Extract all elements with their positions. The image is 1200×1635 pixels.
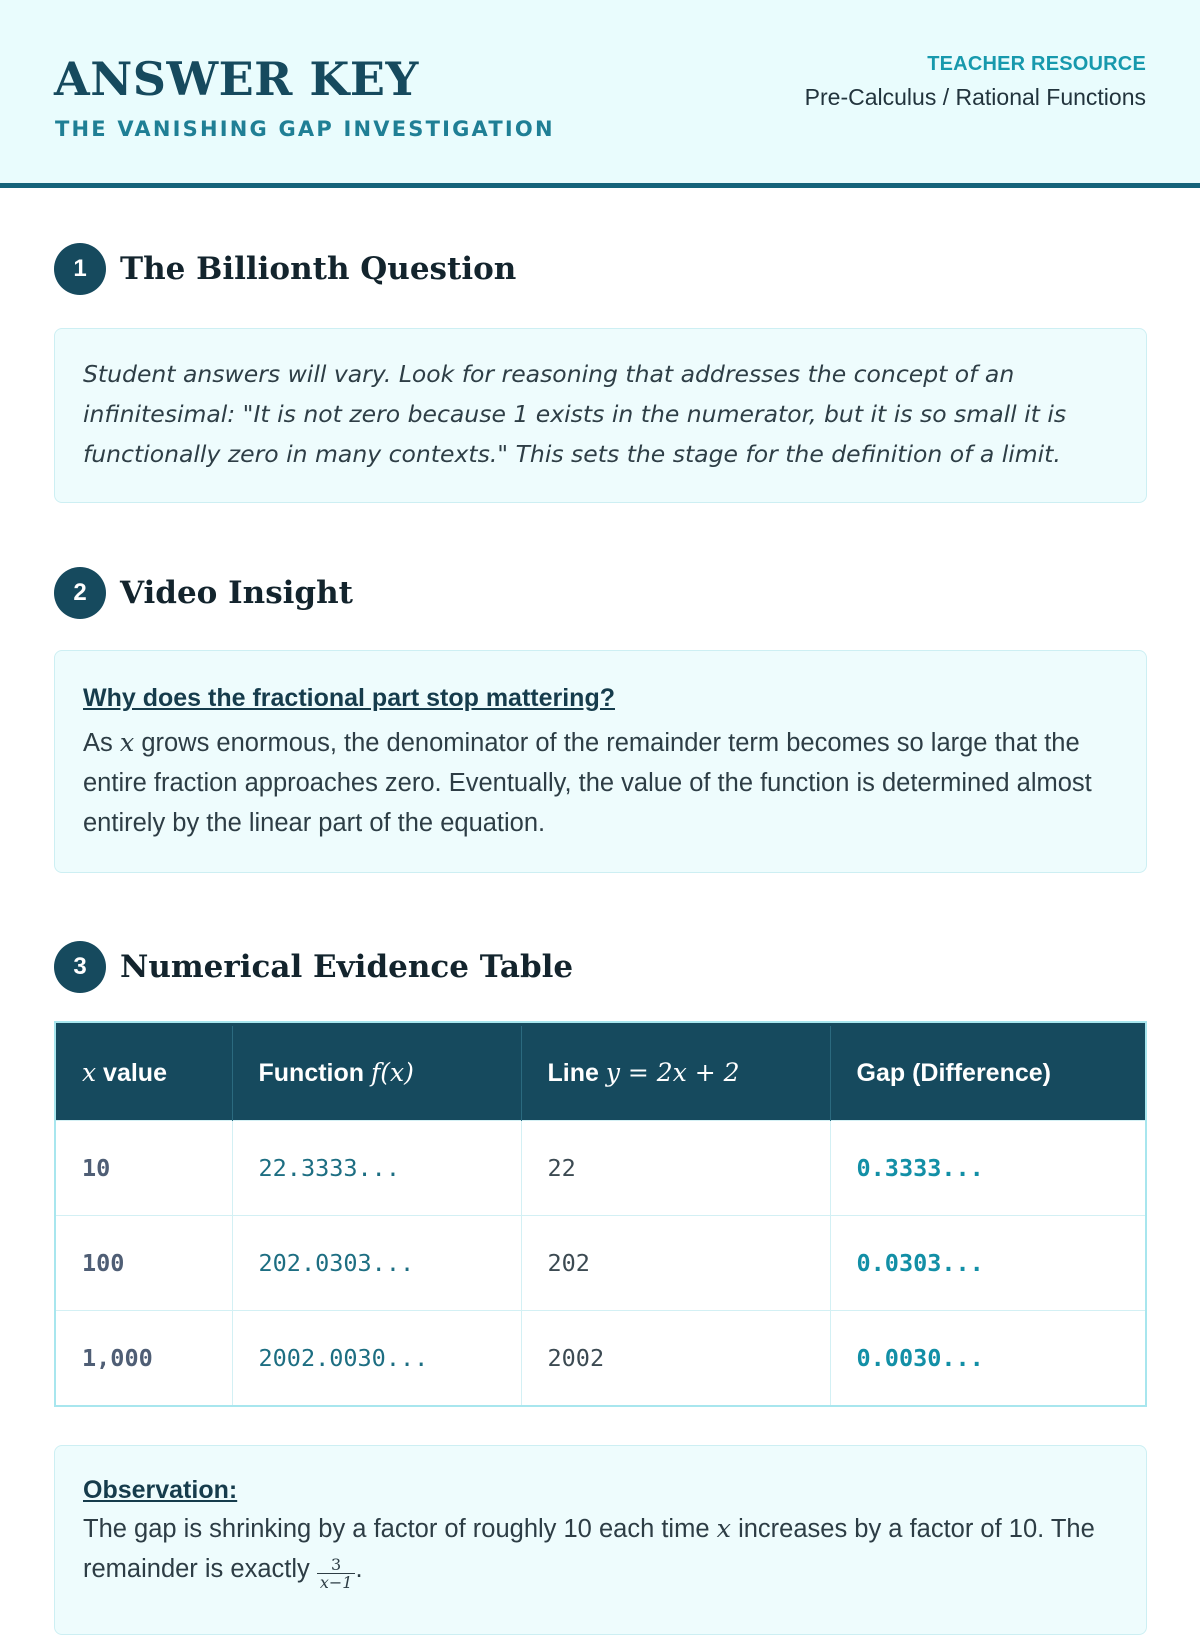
observation-heading: Observation: <box>83 1476 238 1504</box>
cell-gap: 0.3333... <box>830 1121 1145 1216</box>
cell-gap: 0.0030... <box>830 1311 1145 1406</box>
answer-card <box>54 328 1147 503</box>
table-row <box>56 1216 1145 1311</box>
section-1-header <box>54 243 516 295</box>
column-header-line: Line y = 2x + 2 <box>521 1025 830 1121</box>
section-title: Numerical Evidence Table <box>120 949 574 985</box>
insight-card <box>54 650 1147 873</box>
column-header-x: x value <box>56 1025 232 1121</box>
table-row <box>56 1311 1145 1406</box>
insight-question: Why does the fractional part stop mattering? <box>83 684 615 712</box>
remainder-fraction: $\frac{3}{x-1}$ <box>317 1556 356 1591</box>
cell-function: 2002.0030... <box>232 1311 521 1406</box>
observation-text: The gap is shrinking by a factor of roughly 10 each time x increases by a factor of 10. The remainder is exactly $\frac{3}{x-1}$ . <box>83 1514 1095 1592</box>
section-number-badge: 2 <box>54 567 106 619</box>
resource-tag: TEACHER RESOURCE <box>927 53 1146 75</box>
table-header-row <box>56 1025 1145 1121</box>
cell-x: 1,000 <box>56 1311 232 1406</box>
cell-x: 10 <box>56 1121 232 1216</box>
section-3-header <box>54 941 573 993</box>
page-header <box>0 0 1200 188</box>
cell-line: 202 <box>521 1216 830 1311</box>
cell-line: 22 <box>521 1121 830 1216</box>
course-label: Pre-Calculus / Rational Functions <box>804 84 1146 110</box>
cell-x: 100 <box>56 1216 232 1311</box>
page-title: ANSWER KEY <box>54 52 419 106</box>
section-number-badge: 1 <box>54 243 106 295</box>
cell-function: 202.0303... <box>232 1216 521 1311</box>
cell-line: 2002 <box>521 1311 830 1406</box>
answer-text: Student answers will vary. Look for reasoning that addresses the concept of an infinitesimal: "It is not zero because 1 exists in the numerator, but it is so small it is functionally zero in many contexts." This sets the stage for the definition of a limit. <box>83 360 1067 468</box>
cell-gap: 0.0303... <box>830 1216 1145 1311</box>
page-subtitle: THE VANISHING GAP INVESTIGATION <box>55 117 555 141</box>
cell-function: 22.3333... <box>232 1121 521 1216</box>
insight-body: As x grows enormous, the denominator of the remainder term becomes so large that the entire fraction approaches zero. Eventually, the value of the function is determined almost entirely by the linear part of the equation. <box>83 728 1092 837</box>
table-row <box>56 1121 1145 1216</box>
section-title: The Billionth Question <box>120 251 517 287</box>
column-header-function: Function f(x) <box>232 1025 521 1121</box>
section-number-badge: 3 <box>54 941 106 993</box>
column-header-gap: Gap (Difference) <box>830 1025 1145 1121</box>
evidence-table <box>54 1021 1147 1407</box>
section-2-header <box>54 567 353 619</box>
observation-card <box>54 1445 1147 1635</box>
section-title: Video Insight <box>120 575 353 611</box>
resource-meta <box>805 53 1146 111</box>
